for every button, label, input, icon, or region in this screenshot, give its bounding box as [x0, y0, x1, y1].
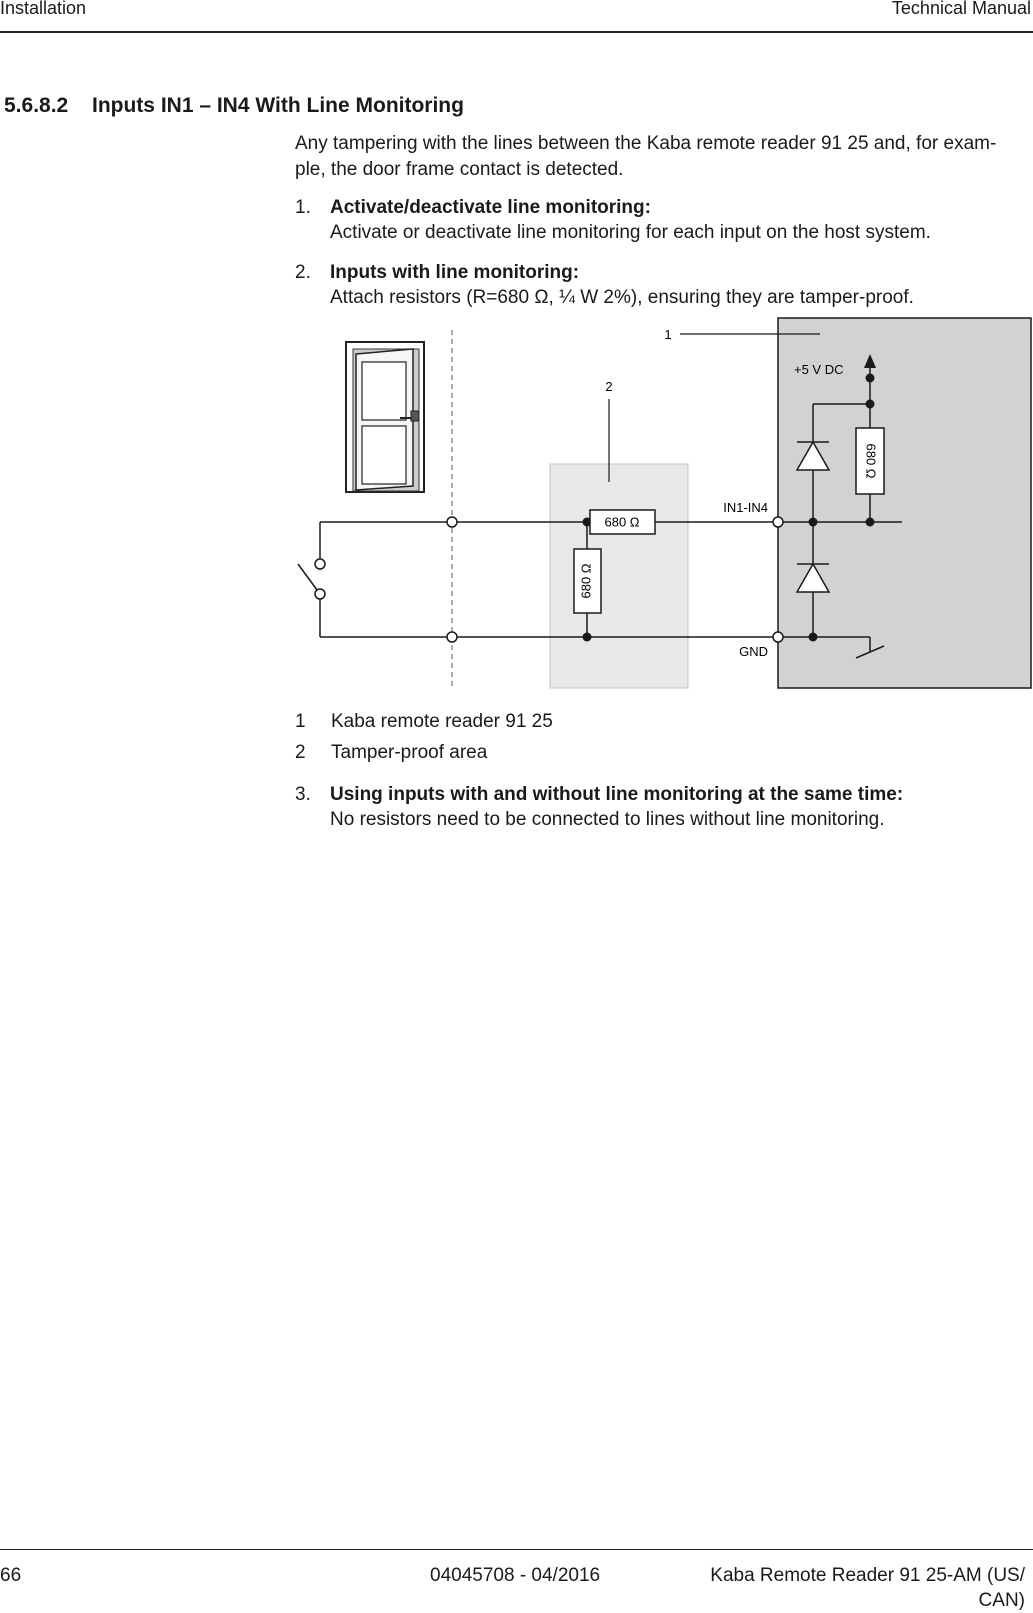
- input-label: IN1-IN4: [723, 500, 768, 515]
- page-number: 66: [0, 1565, 22, 1586]
- step-number: 3.: [295, 784, 311, 805]
- door-icon: [346, 342, 424, 492]
- step-2: [295, 260, 1020, 310]
- header-manual-name: Technical Manual: [891, 0, 1031, 18]
- product-title: Kaba Remote Reader 91 25-AM (US/ CAN): [710, 1565, 1025, 1611]
- resistor-pullup-label: 680 Ω: [863, 443, 879, 479]
- switch-terminal: [315, 559, 325, 569]
- wiring-diagram: [290, 314, 1033, 694]
- legend-number: 1: [295, 711, 306, 732]
- boundary-terminal: [447, 517, 457, 527]
- tamper-proof-area: [550, 464, 688, 688]
- junction-dot: [866, 374, 875, 383]
- legend-number: 2: [295, 742, 306, 763]
- footer-rule: [0, 1549, 1033, 1550]
- ground-label: GND: [739, 644, 768, 659]
- reader-input-terminal: [773, 517, 783, 527]
- resistor-parallel-label: 680 Ω: [578, 563, 594, 599]
- voltage-label: +5 V DC: [794, 362, 844, 377]
- section-heading: [4, 94, 464, 118]
- section-number: 5.6.8.2: [4, 94, 69, 117]
- step-text: No resistors need to be connected to lines without line monitoring.: [330, 809, 885, 830]
- intro-paragraph: Any tampering with the lines between the Kaba remote reader 91 25 and, for exam-ple, the door frame contact is detected.: [295, 133, 997, 180]
- step-text: Activate or deactivate line monitoring for each input on the host system.: [330, 222, 931, 243]
- junction-dot: [866, 518, 875, 527]
- junction-dot: [809, 633, 818, 642]
- legend-item-1: [295, 709, 553, 735]
- callout-2: 2: [605, 379, 613, 394]
- legend-text: Tamper-proof area: [331, 742, 488, 763]
- step-text: Attach resistors (R=680 Ω, ¼ W 2%), ensuring they are tamper-proof.: [330, 287, 914, 308]
- boundary-terminal: [447, 632, 457, 642]
- legend-item-2: [295, 740, 487, 766]
- resistor-series-label: 680 Ω: [604, 514, 640, 530]
- header-section-name: Installation: [0, 0, 87, 18]
- callout-1: 1: [664, 327, 672, 342]
- reader-ground-terminal: [773, 632, 783, 642]
- step-number: 1.: [295, 197, 311, 218]
- junction-dot: [866, 400, 875, 409]
- step-title: Activate/deactivate line monitoring:: [330, 197, 651, 218]
- junction-dot: [809, 518, 818, 527]
- step-1: [295, 195, 1020, 245]
- header-rule: [0, 31, 1033, 33]
- legend-text: Kaba remote reader 91 25: [331, 711, 553, 732]
- section-title: Inputs IN1 – IN4 With Line Monitoring: [92, 94, 464, 117]
- step-title: Inputs with line monitoring:: [330, 262, 580, 283]
- junction-dot: [583, 633, 592, 642]
- step-3: [295, 782, 1020, 832]
- step-number: 2.: [295, 262, 311, 283]
- switch-terminal: [315, 589, 325, 599]
- step-title: Using inputs with and without line monitoring at the same time:: [330, 784, 904, 805]
- document-number: 04045708 - 04/2016: [430, 1565, 601, 1586]
